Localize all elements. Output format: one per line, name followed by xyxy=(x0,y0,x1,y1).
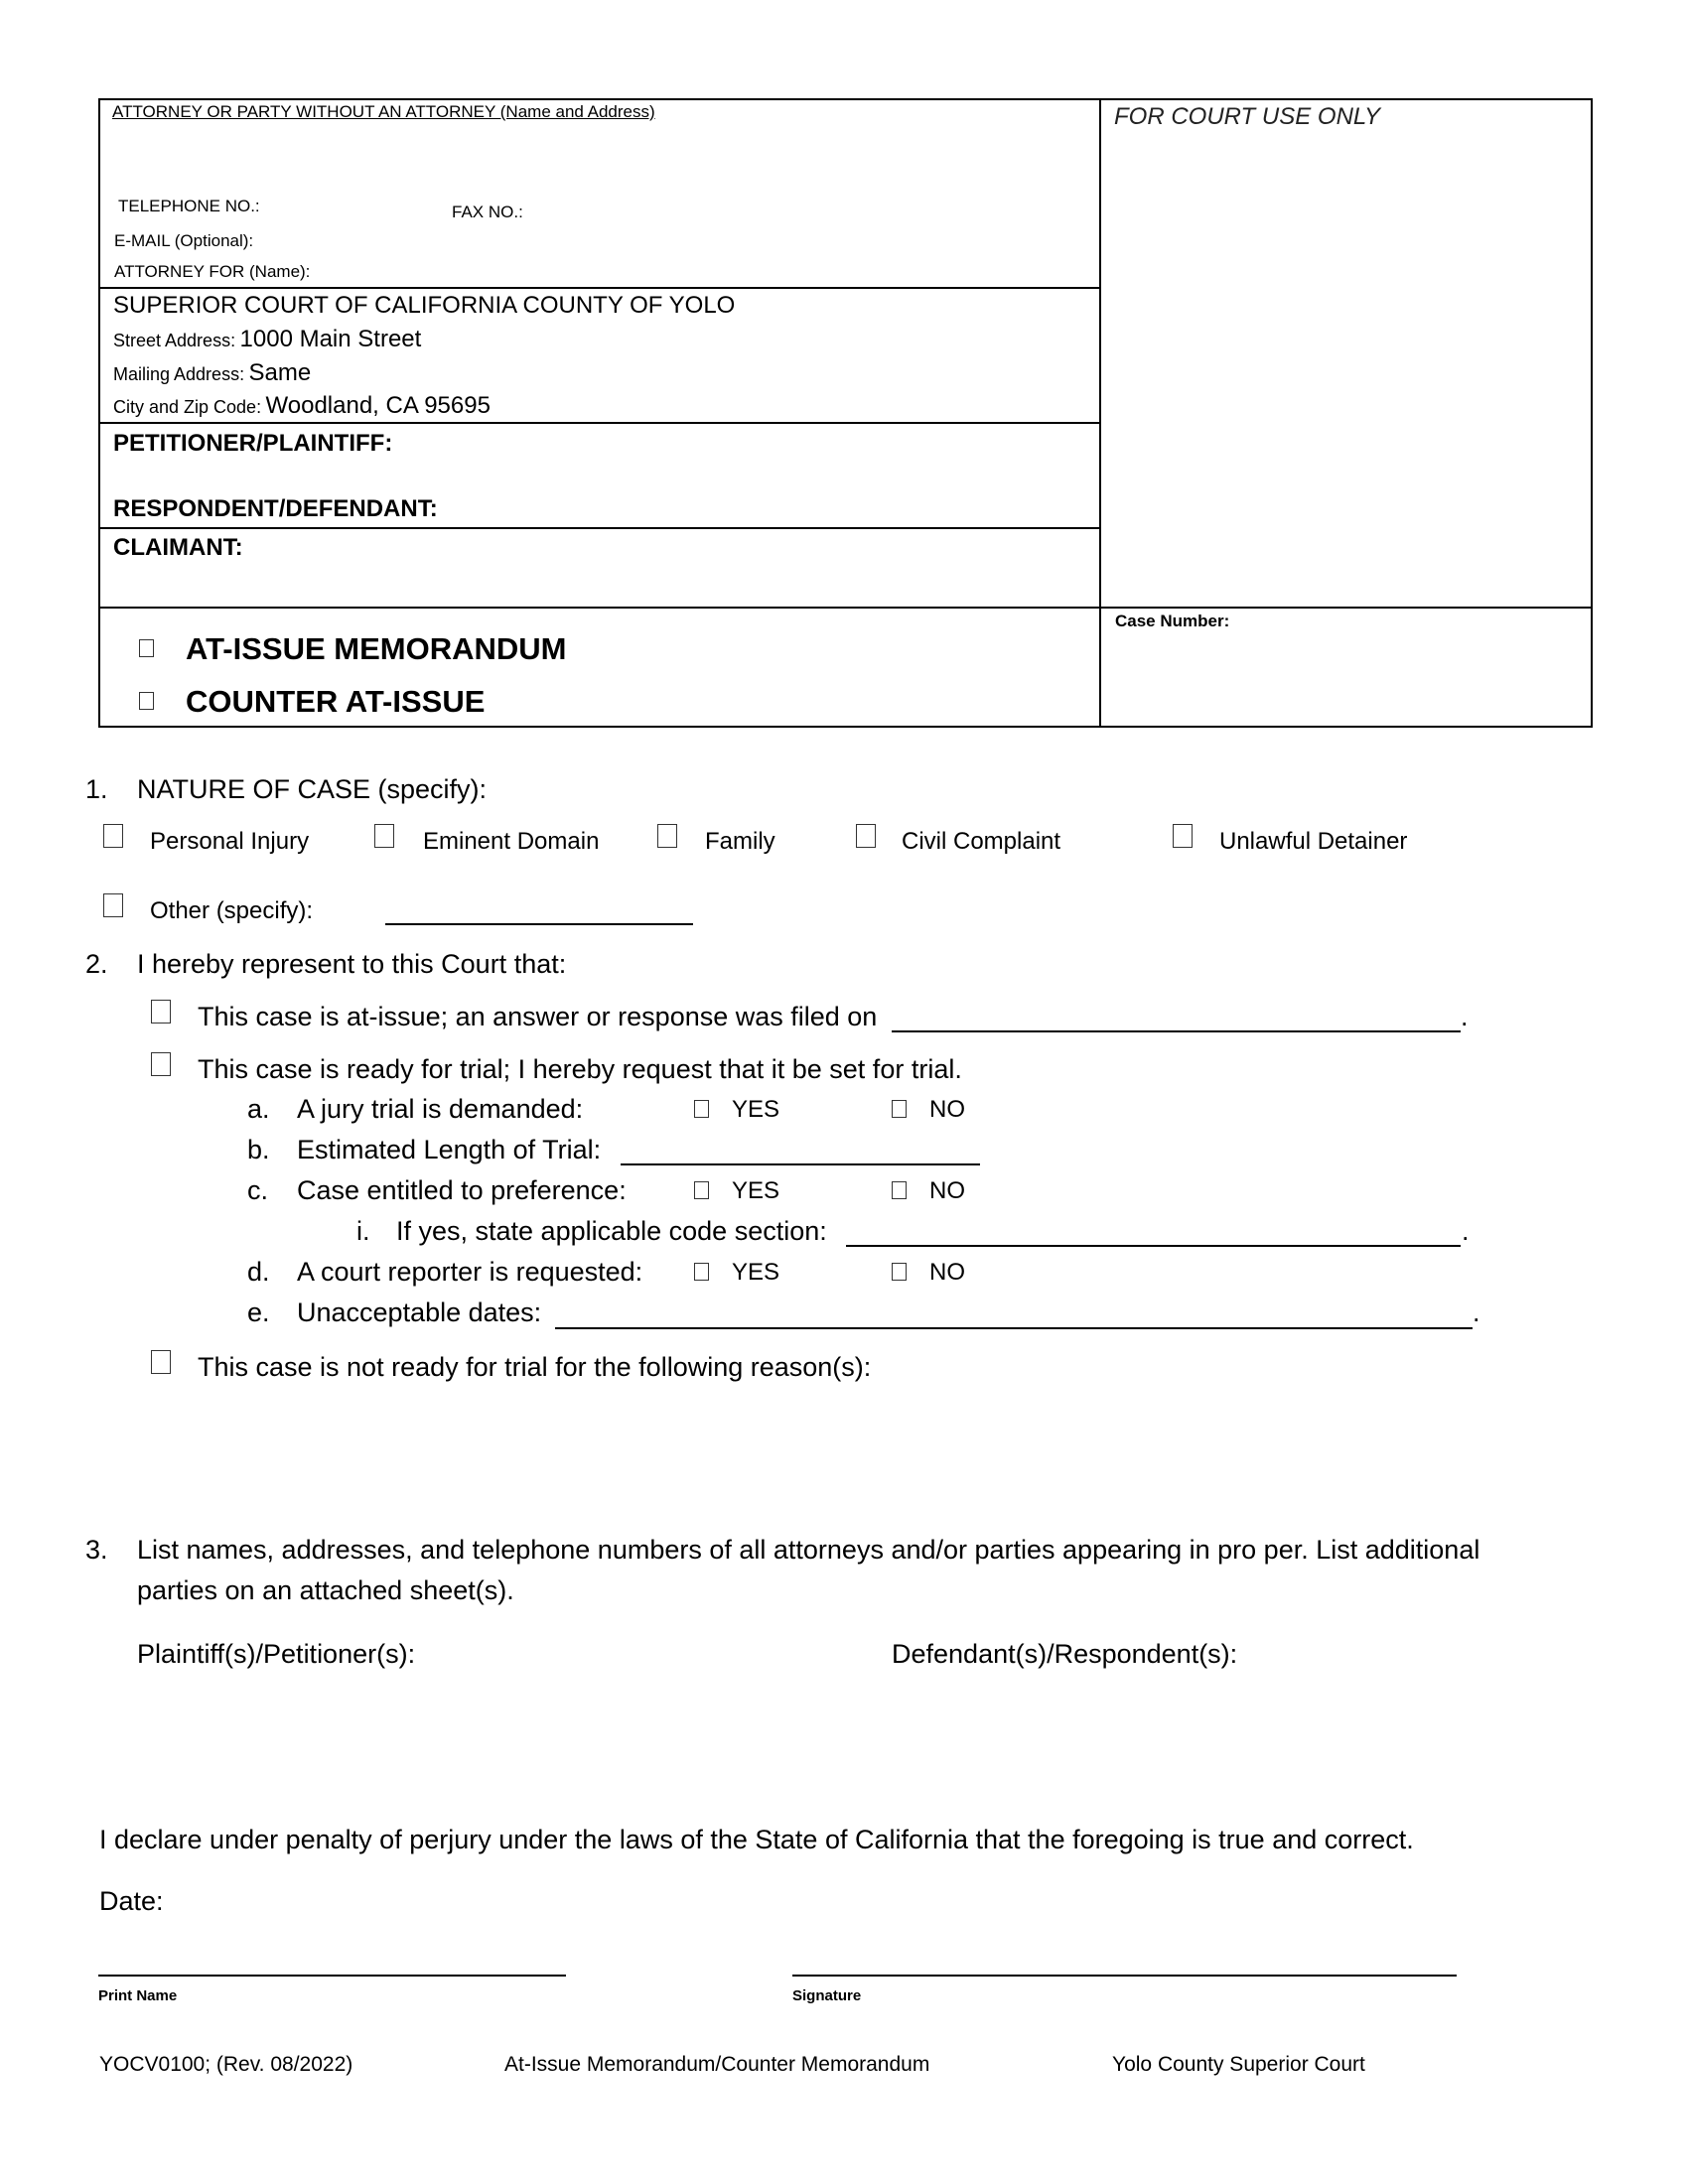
section2-title: I hereby represent to this Court that: xyxy=(137,949,567,979)
jury-no-checkbox[interactable] xyxy=(892,1100,907,1118)
personal-injury-label: Personal Injury xyxy=(150,828,310,855)
code-section-line[interactable] xyxy=(846,1245,1461,1247)
signature-line[interactable] xyxy=(792,1975,1457,1977)
jury-yes-label: YES xyxy=(732,1096,780,1123)
item-e-letter: e. xyxy=(247,1297,270,1327)
email-label: E-MAIL (Optional): xyxy=(114,231,254,250)
date-label: Date: xyxy=(99,1886,164,1916)
plaintiff-label: Plaintiff(s)/Petitioner(s): xyxy=(137,1639,416,1669)
ready-label: This case is ready for trial; I hereby request that it be set for trial. xyxy=(198,1054,962,1084)
court-use-label: FOR COURT USE ONLY xyxy=(1114,103,1381,130)
court-name: SUPERIOR COURT OF CALIFORNIA COUNTY OF YOLO xyxy=(113,292,736,319)
reporter-no-checkbox[interactable] xyxy=(892,1263,907,1281)
case-number-label: Case Number: xyxy=(1115,612,1230,630)
defendant-label: Defendant(s)/Respondent(s): xyxy=(892,1639,1238,1669)
memo-checkbox[interactable] xyxy=(139,639,154,657)
counter-checkbox[interactable] xyxy=(139,692,154,710)
unacceptable-dates-label: Unacceptable dates: xyxy=(297,1297,542,1327)
caption-rule xyxy=(98,422,1100,424)
jury-no-label: NO xyxy=(929,1096,965,1123)
other-line[interactable] xyxy=(385,923,693,925)
unlawful-detainer-checkbox[interactable] xyxy=(1173,824,1193,848)
city-value: Woodland, CA 95695 xyxy=(265,392,491,419)
not-ready-label: This case is not ready for trial for the following reason(s): xyxy=(198,1352,872,1382)
reporter-yes-checkbox[interactable] xyxy=(694,1263,709,1281)
jury-yes-checkbox[interactable] xyxy=(694,1100,709,1118)
unacceptable-dates-line[interactable] xyxy=(555,1327,1473,1329)
fax-label: FAX NO.: xyxy=(452,203,523,221)
caption-divider xyxy=(1099,98,1101,728)
mailing-value: Same xyxy=(248,359,312,386)
claimant-label: CLAIMANT: xyxy=(113,534,243,561)
code-section-label: If yes, state applicable code section: xyxy=(396,1216,827,1246)
street-value: 1000 Main Street xyxy=(239,326,422,352)
mailing-label: Mailing Address: xyxy=(113,364,245,384)
jury-trial-label: A jury trial is demanded: xyxy=(297,1094,584,1124)
memo-title: AT-ISSUE MEMORANDUM xyxy=(186,631,567,666)
ready-checkbox[interactable] xyxy=(151,1052,171,1076)
section3-line2: parties on an attached sheet(s). xyxy=(137,1575,514,1605)
section3-line1: List names, addresses, and telephone numbers of all attorneys and/or parties appearing in pro per. List additional xyxy=(137,1535,1480,1565)
trial-length-label: Estimated Length of Trial: xyxy=(297,1135,602,1164)
reporter-yes-label: YES xyxy=(732,1259,780,1286)
item-ci-letter: i. xyxy=(356,1216,370,1246)
court-footer: Yolo County Superior Court xyxy=(1112,2053,1365,2076)
attorney-for-label: ATTORNEY FOR (Name): xyxy=(114,262,311,281)
mailing-address xyxy=(113,359,311,387)
not-ready-checkbox[interactable] xyxy=(151,1350,171,1374)
personal-injury-checkbox[interactable] xyxy=(103,824,123,848)
at-issue-checkbox[interactable] xyxy=(151,1000,171,1024)
preference-no-label: NO xyxy=(929,1177,965,1204)
attorney-label: ATTORNEY OR PARTY WITHOUT AN ATTORNEY (Name and Address) xyxy=(112,102,655,121)
period: . xyxy=(1461,1002,1469,1031)
preference-yes-label: YES xyxy=(732,1177,780,1204)
family-label: Family xyxy=(705,828,775,855)
eminent-domain-checkbox[interactable] xyxy=(374,824,394,848)
print-name-label: Print Name xyxy=(98,1987,178,2004)
reporter-no-label: NO xyxy=(929,1259,965,1286)
civil-complaint-label: Civil Complaint xyxy=(902,828,1061,855)
preference-label: Case entitled to preference: xyxy=(297,1175,627,1205)
caption-rule xyxy=(98,607,1593,609)
caption-rule xyxy=(98,527,1100,529)
family-checkbox[interactable] xyxy=(657,824,677,848)
section2-number: 2. xyxy=(85,949,108,979)
city-label: City and Zip Code: xyxy=(113,397,262,417)
item-c-letter: c. xyxy=(247,1175,269,1205)
counter-title: COUNTER AT-ISSUE xyxy=(186,684,486,719)
petitioner-label: PETITIONER/PLAINTIFF: xyxy=(113,430,393,457)
form-title: At-Issue Memorandum/Counter Memorandum xyxy=(504,2053,930,2076)
at-issue-label: This case is at-issue; an answer or response was filed on xyxy=(198,1002,878,1031)
signature-label: Signature xyxy=(792,1987,862,2004)
period: . xyxy=(1473,1297,1480,1327)
caption-rule xyxy=(98,287,1100,289)
unlawful-detainer-label: Unlawful Detainer xyxy=(1219,828,1408,855)
section1-number: 1. xyxy=(85,774,108,804)
period: . xyxy=(1462,1216,1470,1246)
preference-no-checkbox[interactable] xyxy=(892,1181,907,1199)
city-zip xyxy=(113,392,491,420)
other-label: Other (specify): xyxy=(150,897,314,924)
section3-number: 3. xyxy=(85,1535,108,1565)
respondent-label: RESPONDENT/DEFENDANT: xyxy=(113,495,438,522)
answer-filed-line[interactable] xyxy=(892,1030,1461,1032)
street-address xyxy=(113,326,421,353)
item-b-letter: b. xyxy=(247,1135,270,1164)
trial-length-line[interactable] xyxy=(621,1163,980,1165)
court-reporter-label: A court reporter is requested: xyxy=(297,1257,643,1287)
preference-yes-checkbox[interactable] xyxy=(694,1181,709,1199)
declaration-text: I declare under penalty of perjury under the laws of the State of California that the foregoing is true and correct. xyxy=(99,1825,1414,1854)
street-label: Street Address: xyxy=(113,331,236,350)
print-name-line[interactable] xyxy=(98,1975,566,1977)
civil-complaint-checkbox[interactable] xyxy=(856,824,876,848)
item-d-letter: d. xyxy=(247,1257,270,1287)
telephone-label: TELEPHONE NO.: xyxy=(118,197,260,215)
other-checkbox[interactable] xyxy=(103,893,123,917)
item-a-letter: a. xyxy=(247,1094,270,1124)
eminent-domain-label: Eminent Domain xyxy=(423,828,600,855)
section1-title: NATURE OF CASE (specify): xyxy=(137,774,488,804)
form-id: YOCV0100; (Rev. 08/2022) xyxy=(99,2053,353,2076)
